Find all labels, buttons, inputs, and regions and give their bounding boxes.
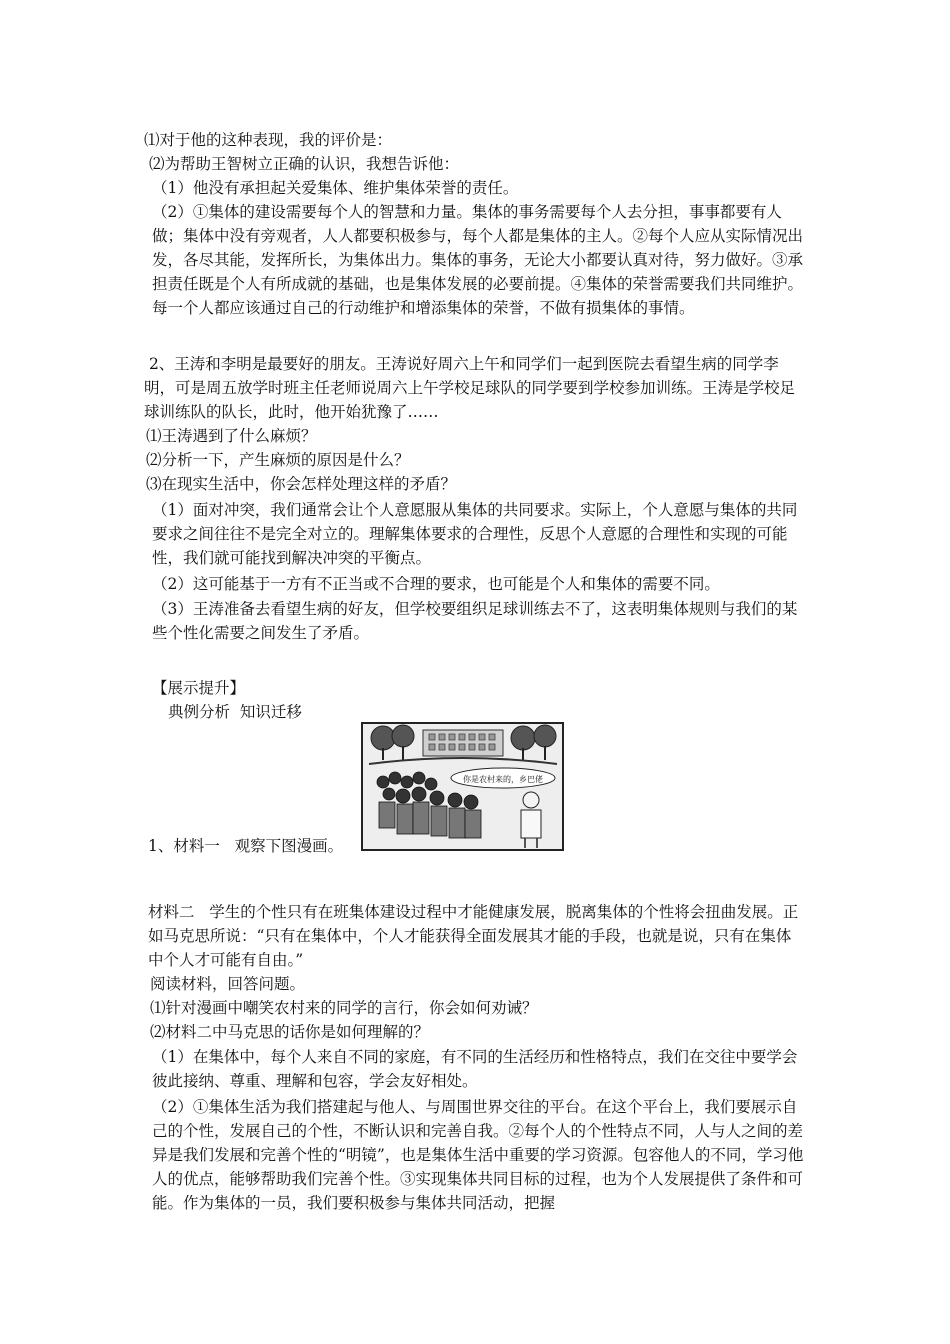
question-line-1: ⑴对于他的这种表现，我的评价是： xyxy=(144,131,393,149)
case-2-answer-2: （2）这可能基于一方有不正当或不合理的要求，也可能是个人和集体的需要不同。 xyxy=(152,575,720,593)
case-2-answer-1: （1）面对冲突，我们通常会让个人意愿服从集体的共同要求。实际上，个人意愿与集体的共同要求之间往往不是完全对立的。理解集体要求的合理性，反思个人意愿的合理性和实现的可能性，我们就可能找到解决冲突的平衡点。 xyxy=(152,501,798,567)
case-2-question-1: ⑴王涛遇到了什么麻烦？ xyxy=(146,427,317,445)
case-3-question-1: ⑴针对漫画中嘲笑农村来的同学的言行，你会如何劝诫？ xyxy=(150,999,538,1017)
case-2-intro: 2、王涛和李明是最要好的朋友。王涛说好周六上午和同学们一起到医院去看望生病的同学李明，可是周五放学时班主任老师说周六上午学校足球队的同学要到学校参加训练。王涛是学校足球训练队的队长，此时，他开始犹豫了…… xyxy=(144,355,796,421)
section-heading: 【展示提升】 xyxy=(152,679,246,697)
instruction-line: 阅读材料，回答问题。 xyxy=(150,975,306,993)
case-2-question-3: ⑶在现实生活中，你会怎样处理这样的矛盾？ xyxy=(146,475,457,493)
question-line-2: ⑵为帮助王智树立正确的认识，我想告诉他： xyxy=(144,155,459,173)
case-3-question-2: ⑵材料二中马克思的话你是如何理解的？ xyxy=(150,1023,430,1041)
cartoon-drawing xyxy=(363,724,562,849)
cartoon-illustration xyxy=(361,722,564,851)
case-2-answer-3: （3）王涛准备去看望生病的好友，但学校要组织足球训练去不了，这表明集体规则与我们的某些个性化需要之间发生了矛盾。 xyxy=(152,600,798,642)
material-2-paragraph: 材料二 学生的个性只有在班集体建设过程中才能健康发展，脱离集体的个性将会扭曲发展。正如马克思所说：“只有在集体中，个人才能获得全面发展其才能的手段，也就是说，只有在集体中个人才可能有自由。” xyxy=(148,903,799,969)
case-2-question-2: ⑵分析一下，产生麻烦的原因是什么？ xyxy=(146,451,410,469)
answer-paragraph-2: （2）①集体的建设需要每个人的智慧和力量。集体的事务需要每个人去分担，事事都要有人做；集体中没有旁观者，人人都要积极参与，每个人都是集体的主人。②每个人应从实际情况出发，各尽其能，发挥所长，为集体出力。集体的事务，无论大小都要认真对待，努力做好。③承担责任既是个人有所成就的基础，也是集体发展的必要前提。④集体的荣誉需要我们共同维护。每一个人都应该通过自己的行动维护和增添集体的荣誉，不做有损集体的事情。 xyxy=(152,203,804,317)
case-3-answer-2: （2）①集体生活为我们搭建起与他人、与周围世界交往的平台。在这个平台上，我们要展示自己的个性，发展自己的个性，不断认识和完善自我。②每个人的个性特点不同，人与人之间的差异是我们发展和完善个性的“明镜”，也是集体生活中重要的学习资源。包容他人的不同，学习他人的优点，能够帮助我们完善个性。③实现集体共同目标的过程，也为个人发展提供了条件和可能。作为集体的一员，我们要积极参与集体共同活动，把握 xyxy=(152,1098,804,1212)
material-1-label: 1、材料一 观察下图漫画。 xyxy=(148,837,344,855)
answer-line-1: （1）他没有承担起关爱集体、维护集体荣誉的责任。 xyxy=(152,179,519,197)
case-3-answer-1: （1）在集体中，每个人来自不同的家庭，有不同的生活经历和性格特点，我们在交往中要学会彼此接纳、尊重、理解和包容，学会友好相处。 xyxy=(152,1048,798,1090)
section-subheading: 典例分析 知识迁移 xyxy=(168,703,302,721)
speech-bubble-text: 你是农村来的，乡巴佬 xyxy=(463,775,543,784)
